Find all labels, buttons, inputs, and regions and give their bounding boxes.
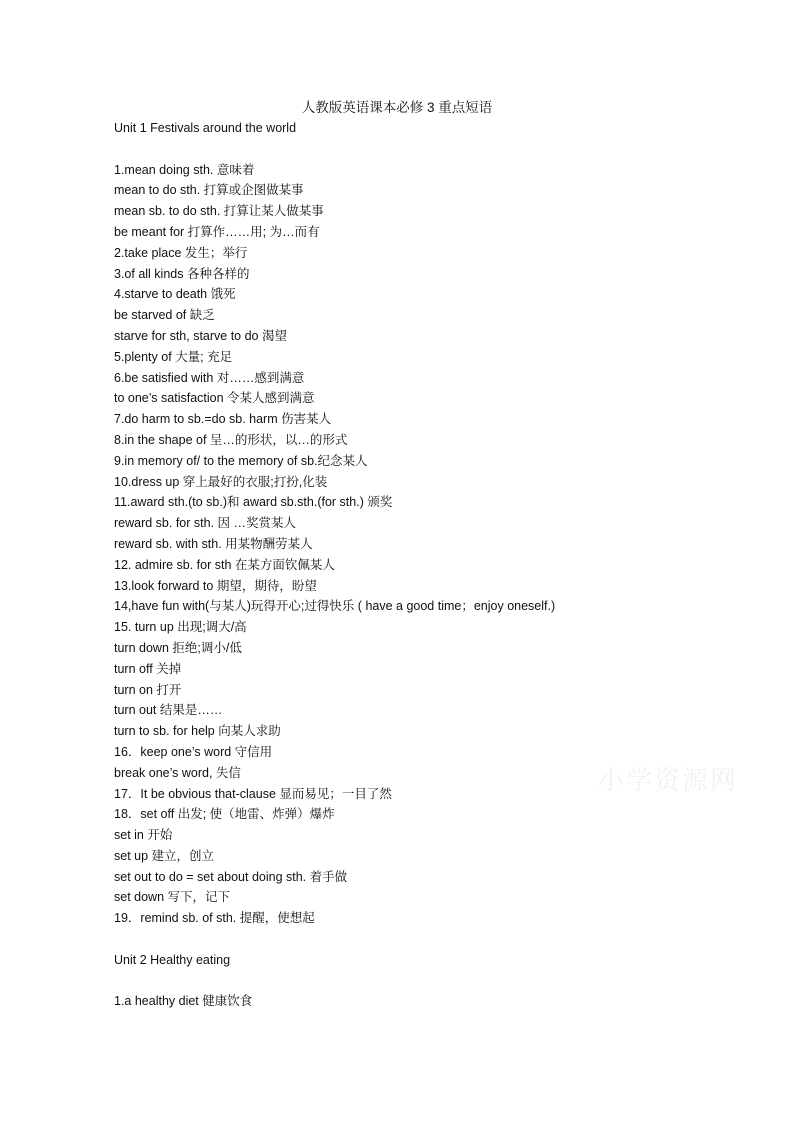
text-line: 4.starve to death 饿死 [114,287,236,302]
text-line: 18．set off 出发; 使（地雷、炸弹）爆炸 [114,807,335,822]
text-line: turn off 关掉 [114,661,182,676]
text-line: reward sb. for sth. 因 …奖赏某人 [114,516,296,531]
text-line: Unit 2 Healthy eating [114,952,231,967]
text-line: turn on 打开 [114,682,182,697]
text-line: set out to do = set about doing sth. 着手做 [114,869,348,884]
text-line: 7.do harm to sb.=do sb. harm 伤害某人 [114,412,332,427]
text-line: 5.plenty of 大量; 充足 [114,349,233,364]
text-line: set down 写下，记下 [114,890,231,905]
text-line: 19．remind sb. of sth. 提醒，使想起 [114,911,315,926]
text-line: turn out 结果是…… [114,703,223,718]
text-line: 13.look forward to 期望，期待，盼望 [114,578,317,593]
text-line: 14,have fun with(与某人)玩得开心;过得快乐 ( have a good time；enjoy oneself.) [114,599,556,614]
text-line: 15. turn up 出现;调大/高 [114,620,247,635]
document-body [114,118,774,1012]
text-line: 16．keep one’s word 守信用 [114,744,273,759]
text-line: 2.take place 发生；举行 [114,245,248,260]
blank-line [114,929,774,950]
text-line: 10.dress up 穿上最好的衣服;打扮,化装 [114,474,328,489]
blank-line [114,971,774,992]
text-line: break one’s word, 失信 [114,765,241,780]
document-title: 人教版英语课本必修 3 重点短语 [301,100,493,115]
text-line: 12. admire sb. for sth 在某方面钦佩某人 [114,557,335,572]
watermark: 小学资源网 [598,765,739,795]
text-line: reward sb. with sth. 用某物酬劳某人 [114,536,313,551]
text-line: mean sb. to do sth. 打算让某人做某事 [114,204,324,219]
text-line: 6.be satisfied with 对……感到满意 [114,370,305,385]
text-line: turn down 拒绝;调小/低 [114,640,242,655]
text-line: 1.mean doing sth. 意味着 [114,162,255,177]
text-line: 9.in memory of/ to the memory of sb.纪念某人 [114,453,368,468]
text-line: 11.award sth.(to sb.)和 award sb.sth.(for sth.) 颁奖 [114,495,393,510]
text-line: mean to do sth. 打算或企图做某事 [114,183,304,198]
text-line: 3.of all kinds 各种各样的 [114,266,250,281]
text-line: set in 开始 [114,828,173,843]
text-line: Unit 1 Festivals around the world [114,121,297,135]
text-line: 1.a healthy diet 健康饮食 [114,994,253,1009]
text-line: to one’s satisfaction 令某人感到满意 [114,391,315,406]
text-line: be starved of 缺乏 [114,308,215,323]
text-line: 8.in the shape of 呈…的形状，以…的形式 [114,432,348,447]
text-line: set up 建立，创立 [114,848,215,863]
text-line: turn to sb. for help 向某人求助 [114,724,281,739]
blank-line [114,139,774,160]
text-line: starve for sth, starve to do 渴望 [114,328,287,343]
text-line: 17．It be obvious that-clause 显而易见；一目了然 [114,786,392,801]
text-line: be meant for 打算作……用; 为…而有 [114,224,320,239]
